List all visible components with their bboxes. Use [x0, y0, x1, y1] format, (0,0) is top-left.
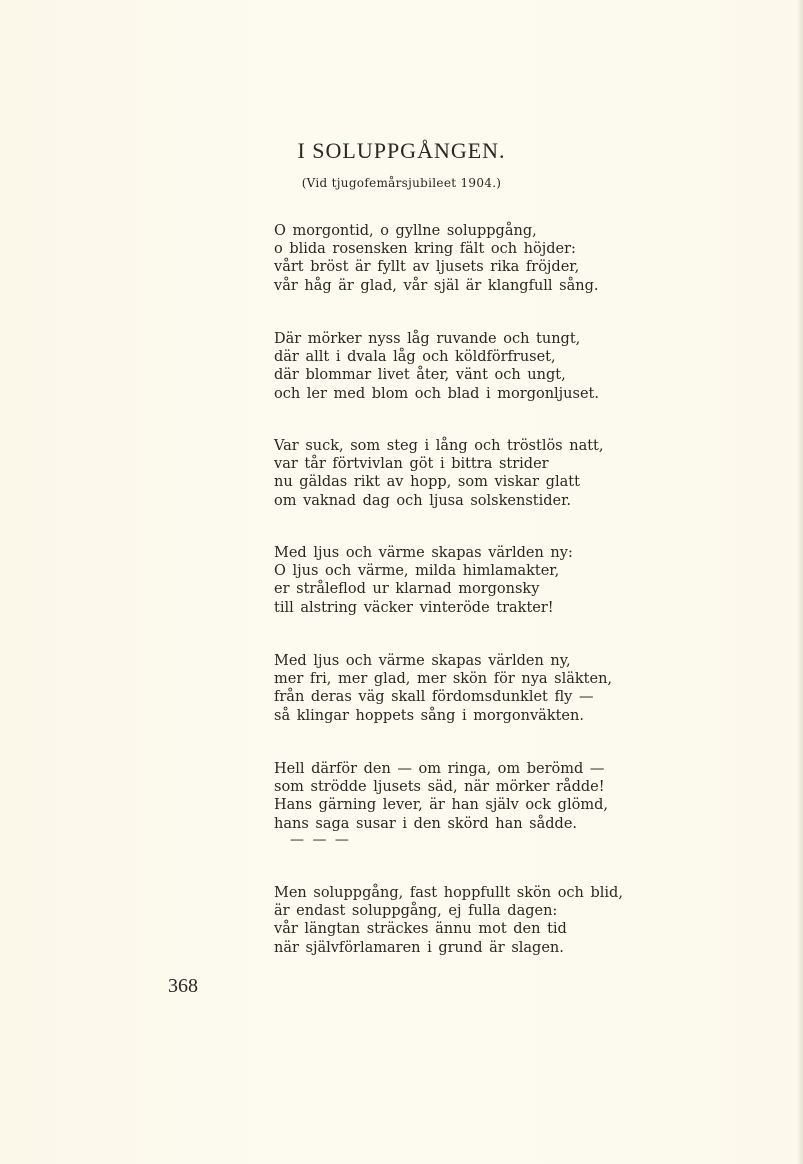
section-divider: — — — — [290, 832, 351, 848]
poem-line: Var suck, som steg i lång och tröstlös natt, — [274, 438, 604, 454]
poem-line: när självförlamaren i grund är slagen. — [274, 939, 564, 956]
poem-line: som strödde ljusets säd, när mörker rådde! — [274, 779, 605, 796]
poem-title: I SOLUPPGÅNGEN. — [297, 138, 506, 163]
poem-line: vår håg är glad, vår själ är klangfull sång. — [274, 277, 599, 294]
poem-line: Men soluppgång, fast hoppfullt skön och blid, — [274, 885, 623, 901]
page-number: 368 — [168, 975, 198, 997]
poem-line: Där mörker nyss låg ruvande och tungt, — [274, 331, 581, 347]
poem-line: Hell därför den — om ringa, om berömd — — [274, 761, 605, 777]
stanza-4 — [274, 544, 573, 617]
poem-subtitle: (Vid tjugofemårsjubileet 1904.) — [301, 176, 502, 190]
poem-line: från deras väg skall fördomsdunklet fly — — [274, 689, 594, 706]
poem-line: hans saga susar i den skörd han sådde. — [274, 815, 578, 832]
stanza-6 — [274, 760, 608, 833]
poem-line: Med ljus och värme skapas världen ny, — [274, 653, 571, 669]
poem-line: Med ljus och värme skapas världen ny: — [274, 545, 573, 561]
poem-line: vår längtan sträckes ännu mot den tid — [274, 921, 567, 938]
poem-line: mer fri, mer glad, mer skön för nya släkten, — [274, 671, 613, 688]
poem-line: är endast soluppgång, ej fulla dagen: — [274, 903, 558, 920]
stanza-2 — [274, 330, 599, 403]
poem-line: där blommar livet åter, vänt och ungt, — [274, 367, 566, 384]
poem-line: så klingar hoppets sång i morgonväkten. — [274, 707, 584, 724]
poem-line: Hans gärning lever, är han själv ock glömd, — [274, 797, 608, 814]
poem-line: O morgontid, o gyllne soluppgång, — [274, 223, 537, 239]
poem-line: er stråleflod ur klarnad morgonsky — [274, 581, 540, 598]
stanza-5 — [274, 652, 612, 725]
page-edge-shadow — [797, 0, 803, 1164]
poem-line: nu gäldas rikt av hopp, som viskar glatt — [274, 474, 580, 491]
poem-line: vårt bröst är fyllt av ljusets rika fröjder, — [274, 259, 580, 276]
poem-line: o blida rosensken kring fält och höjder: — [274, 241, 576, 258]
poem-line: var tår förtvivlan göt i bittra strider — [274, 456, 549, 473]
poem-line: och ler med blom och blad i morgonljuset. — [274, 385, 599, 402]
stanza-3 — [274, 437, 603, 510]
poem-line: O ljus och värme, milda himlamakter, — [274, 563, 560, 580]
stanza-7 — [274, 884, 623, 957]
poem-line: till alstring väcker vinteröde trakter! — [274, 599, 554, 616]
poem-line: där allt i dvala låg och köldförfruset, — [274, 349, 556, 366]
stanza-1 — [274, 222, 599, 295]
poem-line: om vaknad dag och ljusa solskenstider. — [274, 492, 572, 509]
